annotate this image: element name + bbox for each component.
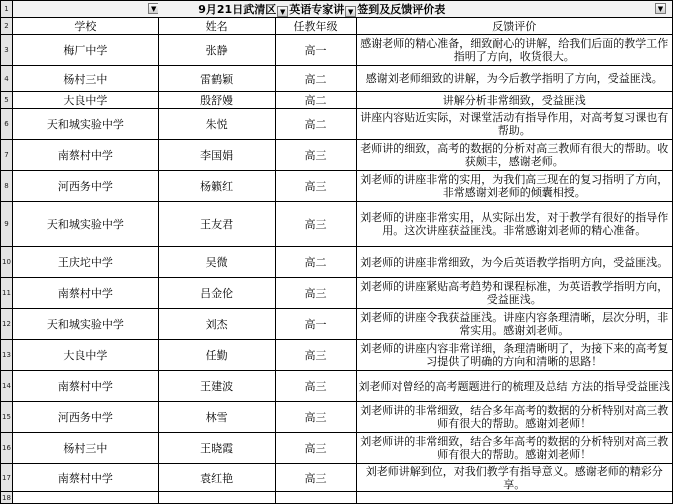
chevron-down-icon[interactable]: ▼ — [148, 3, 158, 14]
cell-name[interactable]: 吴微 — [158, 247, 275, 278]
row-number[interactable]: 7 — [1, 140, 13, 171]
chevron-down-icon[interactable]: ▼ — [655, 3, 666, 14]
cell-name[interactable]: 刘杰 — [158, 309, 275, 340]
cell-school[interactable]: 天和城实验中学 — [12, 309, 158, 340]
cell-name[interactable]: 王建波 — [158, 371, 275, 402]
header-school[interactable]: 学校 — [12, 18, 158, 35]
cell-grade[interactable]: 高一 — [275, 35, 356, 66]
cell-name[interactable]: 林雪 — [158, 402, 275, 433]
cell-name[interactable]: 王友君 — [158, 202, 275, 247]
table-row — [1, 35, 673, 66]
row-number[interactable]: 1 — [1, 1, 13, 18]
cell-school[interactable]: 南蔡村中学 — [12, 464, 158, 492]
cell-feedback[interactable]: 刘老师的讲座令我获益匪浅。讲座内容条理清晰，层次分明，非常实用。感谢刘老师。 — [356, 309, 673, 340]
chevron-down-icon[interactable]: ▼ — [277, 6, 288, 17]
table-row — [1, 402, 673, 433]
cell-feedback[interactable]: 刘老师讲解到位，对我们教学有指导意义。感谢老师的精彩分享。 — [356, 464, 673, 492]
cell-feedback[interactable]: 感谢刘老师细致的讲解，为今后教学指明了方向，受益匪浅。 — [356, 66, 673, 92]
table-row — [1, 433, 673, 464]
row-number[interactable]: 2 — [1, 18, 13, 35]
table-row — [1, 140, 673, 171]
cell-grade[interactable]: 高三 — [275, 278, 356, 309]
table-row — [1, 109, 673, 140]
title-left: 9月21日武清区 — [198, 3, 277, 16]
title-tail: 签到及反馈评价表 — [357, 3, 446, 16]
row-number[interactable]: 12 — [1, 309, 13, 340]
row-number[interactable]: 18 — [2, 493, 11, 502]
cell-name[interactable]: 王晓霞 — [158, 433, 275, 464]
cell-feedback[interactable]: 老师讲的细致，高考的数据的分析对高三教师有很大的帮助。收获颇丰，感谢老师。 — [356, 140, 673, 171]
cell-school[interactable]: 河西务中学 — [12, 171, 158, 202]
row-number[interactable]: 9 — [1, 202, 13, 247]
cell-feedback[interactable]: 刘老师的讲座非常细致，为今后英语教学指明方向，受益匪浅。 — [356, 247, 673, 278]
table-row — [1, 278, 673, 309]
cell-grade[interactable]: 高三 — [275, 140, 356, 171]
title-row — [1, 1, 673, 18]
cell-name[interactable]: 李国娟 — [158, 140, 275, 171]
empty-cell[interactable] — [356, 492, 673, 504]
cell-feedback[interactable]: 刘老师的讲座紧贴高考趋势和课程标准，为英语教学指明方向，受益匪浅。 — [356, 278, 673, 309]
cell-grade[interactable]: 高三 — [275, 202, 356, 247]
cell-school[interactable]: 南蔡村中学 — [12, 140, 158, 171]
cell-grade[interactable]: 高二 — [275, 247, 356, 278]
table-row — [1, 309, 673, 340]
row-number[interactable]: 3 — [1, 35, 13, 66]
cell-name[interactable]: 张静 — [158, 35, 275, 66]
cell-name[interactable]: 雷鹤颖 — [158, 66, 275, 92]
cell-name[interactable]: 朱悦 — [158, 109, 275, 140]
cell-feedback[interactable]: 刘老师讲的非常细致，结合多年高考的数据的分析特别对高三教师有很大的帮助。感谢刘老师！ — [356, 402, 673, 433]
table-row — [1, 371, 673, 402]
cell-feedback[interactable]: 讲座内容贴近实际，对课堂活动有指导作用，对高考复习课也有帮助。 — [356, 109, 673, 140]
table-row — [1, 464, 673, 492]
cell-school[interactable]: 大良中学 — [12, 340, 158, 371]
table-row — [1, 340, 673, 371]
cell-school[interactable]: 南蔡村中学 — [12, 278, 158, 309]
table-row — [1, 247, 673, 278]
cell-grade[interactable]: 高二 — [275, 92, 356, 109]
cell-grade[interactable]: 高三 — [275, 340, 356, 371]
cell-grade[interactable]: 高三 — [275, 371, 356, 402]
row-number[interactable]: 17 — [1, 464, 13, 492]
row-number[interactable]: 6 — [1, 109, 13, 140]
sheet-title — [158, 1, 672, 18]
cell-school[interactable]: 杨村三中 — [12, 433, 158, 464]
cell-feedback[interactable]: 刘老师的讲座非常的实用，为我们高三现在的复习指明了方向，非常感谢刘老师的倾囊相授。 — [356, 171, 673, 202]
cell-feedback[interactable]: 感谢老师的精心准备，细致耐心的讲解，给我们后面的教学工作指明了方向，收货很大。 — [356, 35, 673, 66]
cell-name[interactable]: 殷舒嫚 — [158, 92, 275, 109]
cell-grade[interactable]: 高三 — [275, 171, 356, 202]
cell-feedback[interactable]: 刘老师讲的非常细致，结合多年高考的数据的分析特别对高三教师有很大的帮助。感谢刘老师！ — [356, 433, 673, 464]
row-number[interactable]: 11 — [1, 278, 13, 309]
cell-feedback[interactable]: 刘老师的讲座内容非常详细，条理清晰明了，为接下来的高考复习提供了明确的方向和清晰的思路！ — [356, 340, 673, 371]
row-number[interactable]: 10 — [1, 247, 13, 278]
empty-cell[interactable] — [275, 492, 356, 504]
header-name[interactable]: 姓名 — [158, 18, 275, 35]
table-row — [1, 92, 673, 109]
cell-grade[interactable]: 高三 — [275, 402, 356, 433]
cell-feedback[interactable]: 刘老师对曾经的高考题题进行的梳理及总结 方法的指导受益匪浅 — [356, 371, 673, 402]
cell-school[interactable]: 王庆坨中学 — [12, 247, 158, 278]
cell-name[interactable]: 吕金伦 — [158, 278, 275, 309]
cell-school[interactable]: 大良中学 — [12, 92, 158, 109]
cell-school[interactable]: 河西务中学 — [12, 402, 158, 433]
cell-feedback[interactable]: 讲解分析非常细致，受益匪浅 — [356, 92, 673, 109]
cell-grade[interactable]: 高二 — [275, 66, 356, 92]
header-feedback[interactable]: 反馈评价 — [356, 18, 673, 35]
table-row — [1, 492, 673, 504]
row-number[interactable]: 13 — [1, 340, 13, 371]
cell-name[interactable]: 杨籁红 — [158, 171, 275, 202]
cell-grade[interactable]: 高三 — [275, 433, 356, 464]
cell-name[interactable]: 任勤 — [158, 340, 275, 371]
row-number[interactable]: 15 — [1, 402, 13, 433]
cell-grade[interactable]: 高三 — [275, 464, 356, 492]
empty-cell[interactable] — [12, 492, 158, 504]
cell-grade[interactable]: 高一 — [275, 309, 356, 340]
table-row — [1, 171, 673, 202]
header-row — [1, 18, 673, 35]
empty-cell[interactable] — [158, 492, 275, 504]
cell-school[interactable]: 杨村三中 — [12, 66, 158, 92]
chevron-down-icon[interactable]: ▼ — [345, 6, 356, 17]
header-grade[interactable]: 任教年级 — [275, 18, 356, 35]
row-number[interactable]: 14 — [1, 371, 13, 402]
cell-name[interactable]: 袁红艳 — [158, 464, 275, 492]
row-number[interactable]: 5 — [1, 92, 13, 109]
cell-school[interactable]: 梅厂中学 — [12, 35, 158, 66]
table-row — [1, 202, 673, 247]
cell-feedback[interactable]: 刘老师的讲座非常实用，从实际出发，对于教学有很好的指导作用。这次讲座获益匪浅。非常感谢刘老师的精心准备。 — [356, 202, 673, 247]
row-number[interactable]: 16 — [1, 433, 13, 464]
title-right: 英语专家讲 — [289, 3, 345, 16]
table-row — [1, 66, 673, 92]
row-number[interactable]: 8 — [1, 171, 13, 202]
cell-school[interactable]: 天和城实验中学 — [12, 109, 158, 140]
cell-school[interactable]: 南蔡村中学 — [12, 371, 158, 402]
cell-school[interactable]: 天和城实验中学 — [12, 202, 158, 247]
row-number[interactable]: 4 — [1, 66, 13, 92]
cell-grade[interactable]: 高二 — [275, 109, 356, 140]
